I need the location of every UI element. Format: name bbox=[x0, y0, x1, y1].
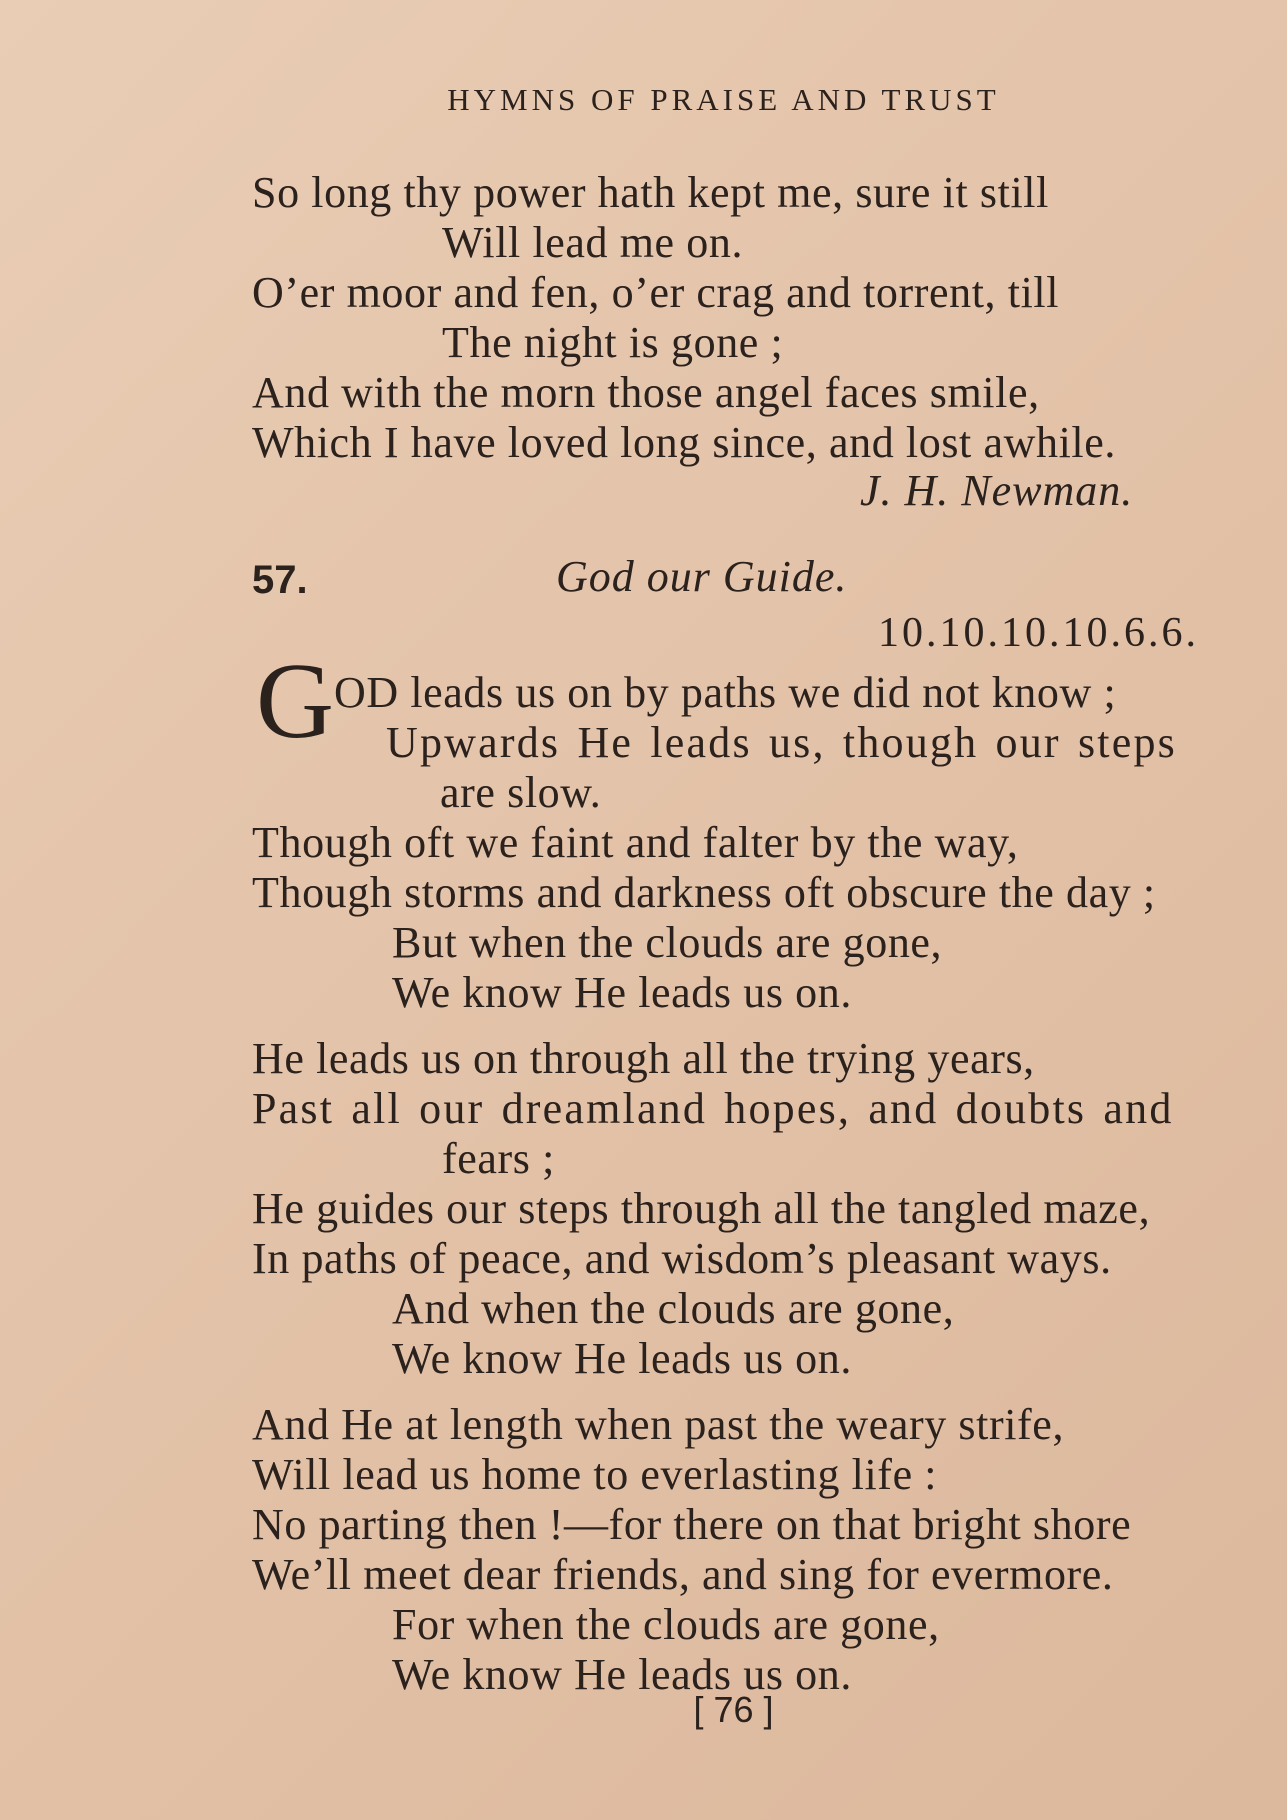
verse-line: fears ; bbox=[442, 1134, 555, 1183]
page-number: [ 76 ] bbox=[693, 1689, 774, 1730]
verse-line: For when the clouds are gone, bbox=[392, 1600, 940, 1649]
verse-line: OD leads us on by paths we did not know ; bbox=[334, 668, 1117, 717]
verse-line: Past all our dreamland hopes, and doubts and bbox=[252, 1084, 1174, 1133]
verse-line: are slow. bbox=[440, 768, 602, 817]
verse-line: But when the clouds are gone, bbox=[392, 918, 943, 967]
verse-line: We know He leads us on. bbox=[392, 1334, 852, 1383]
verse-line: The night is gone ; bbox=[442, 318, 784, 367]
verse-line: And He at length when past the weary strife, bbox=[252, 1400, 1065, 1449]
hymn-meter: 10.10.10.10.6.6. bbox=[878, 610, 1199, 656]
hymn-title: God our Guide. bbox=[556, 552, 848, 601]
verse-line: So long thy power hath kept me, sure it still bbox=[252, 168, 1049, 217]
verse-line: Upwards He leads us, though our steps bbox=[386, 718, 1177, 767]
verse-line: He guides our steps through all the tangled maze, bbox=[252, 1184, 1151, 1233]
verse-line: We know He leads us on. bbox=[392, 1650, 852, 1699]
verse-line: We know He leads us on. bbox=[392, 968, 852, 1017]
drop-cap: G bbox=[256, 642, 334, 761]
verse-line: Though storms and darkness oft obscure the day ; bbox=[252, 868, 1156, 917]
author-attribution: J. H. Newman. bbox=[860, 466, 1134, 515]
hymn-number: 57. bbox=[252, 558, 308, 602]
verse-line: No parting then !—for there on that bright shore bbox=[252, 1500, 1132, 1549]
verse-line: Will lead us home to everlasting life : bbox=[252, 1450, 938, 1499]
verse-line: We’ll meet dear friends, and sing for evermore. bbox=[252, 1550, 1114, 1599]
verse-line: Though oft we faint and falter by the way, bbox=[252, 818, 1019, 867]
running-head: HYMNS OF PRAISE AND TRUST bbox=[447, 82, 1000, 117]
verse-line: And with the morn those angel faces smile, bbox=[252, 368, 1040, 417]
verse-line: Will lead me on. bbox=[442, 218, 744, 267]
verse-line: In paths of peace, and wisdom’s pleasant ways. bbox=[252, 1234, 1112, 1283]
verse-line: Which I have loved long since, and lost awhile. bbox=[252, 418, 1116, 467]
verse-line: O’er moor and fen, o’er crag and torrent, till bbox=[252, 268, 1060, 317]
verse-line: And when the clouds are gone, bbox=[392, 1284, 955, 1333]
verse-line: He leads us on through all the trying years, bbox=[252, 1034, 1035, 1083]
